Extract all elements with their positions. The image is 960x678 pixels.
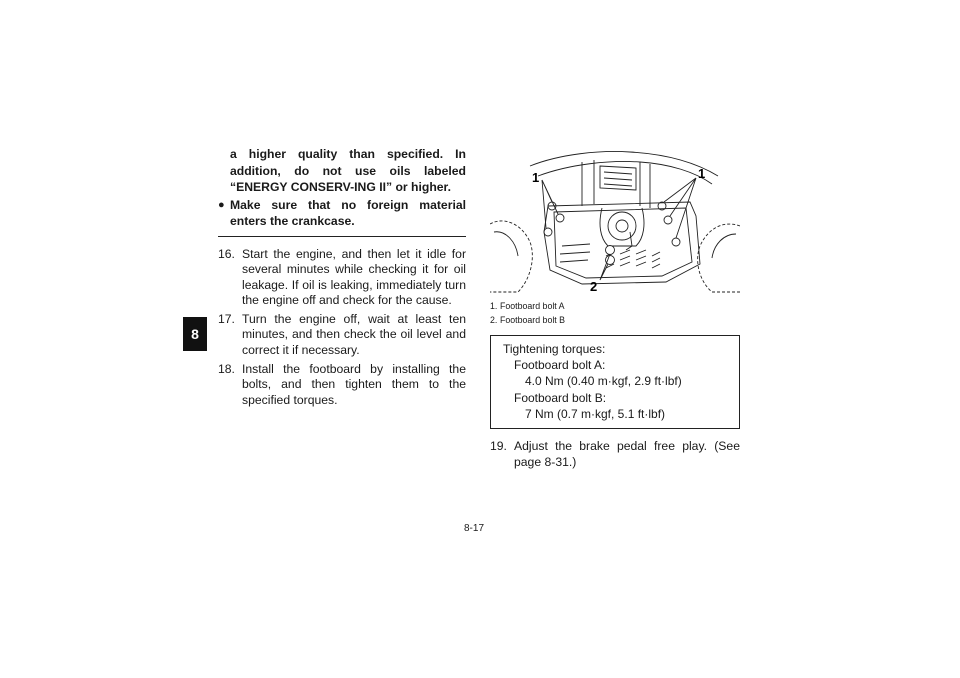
bullet-icon: ●	[218, 198, 225, 211]
caption-item	[490, 300, 740, 314]
caution-bullet-text: Make sure that no foreign material enters the crankcase.	[230, 197, 466, 228]
callout-2: 2	[590, 279, 598, 294]
footboard-drawing	[490, 146, 740, 294]
caption-number: 2.	[490, 314, 498, 325]
bolt-b-label: Footboard bolt B:	[514, 390, 607, 405]
procedure-steps	[218, 247, 466, 409]
left-column	[218, 146, 466, 411]
torque-heading: Tightening torques:	[503, 342, 606, 356]
step-text: Adjust the brake pedal free play. (See page 8-31.)	[514, 439, 740, 469]
step-19	[490, 439, 740, 470]
step-text: Turn the engine off, wait at least ten minutes, and then check the oil level and correct it if necessary.	[242, 311, 466, 358]
right-column	[490, 146, 740, 473]
step-number: 17.	[218, 311, 235, 326]
callout-1-left: 1	[532, 170, 540, 185]
page-number: 8-17	[464, 523, 485, 534]
caption-number: 1.	[490, 301, 498, 311]
caption-text: Footboard bolt A	[500, 301, 565, 311]
caption-item	[490, 314, 740, 328]
step-18	[218, 362, 466, 409]
callout-1-right: 1	[698, 166, 706, 181]
step-text: Install the footboard by installing the bolts, and then tighten them to the specified torques.	[242, 361, 466, 407]
figure-captions	[490, 300, 740, 327]
step-number: 19.	[490, 439, 507, 454]
footboard-illustration	[490, 146, 740, 294]
bolt-a-value: 4.0 Nm (0.40 m·kgf, 2.9 ft·lbf)	[525, 374, 682, 389]
step-number: 16.	[218, 246, 235, 261]
caution-notice	[218, 146, 466, 237]
chapter-tab: 8	[183, 317, 207, 351]
step-16	[218, 247, 466, 309]
caption-text: Footboard bolt B	[500, 314, 566, 325]
caution-bullet-item	[218, 197, 466, 230]
caution-continued-text: a higher quality than specified. In addition, do not use oils labeled “ENERGY CONSERV-ING II” or higher.	[230, 147, 466, 194]
step-17	[218, 312, 466, 359]
step-number: 18.	[218, 361, 235, 376]
step-text: Start the engine, and then let it idle for several minutes while checking it for oil leakage. If oil is leaking, immediately turn the engine off and check for the cause.	[242, 246, 466, 308]
torque-spec-box	[490, 335, 740, 429]
bolt-a-label: Footboard bolt A:	[514, 358, 606, 373]
bolt-b-value: 7 Nm (0.7 m·kgf, 5.1 ft·lbf)	[525, 406, 666, 421]
